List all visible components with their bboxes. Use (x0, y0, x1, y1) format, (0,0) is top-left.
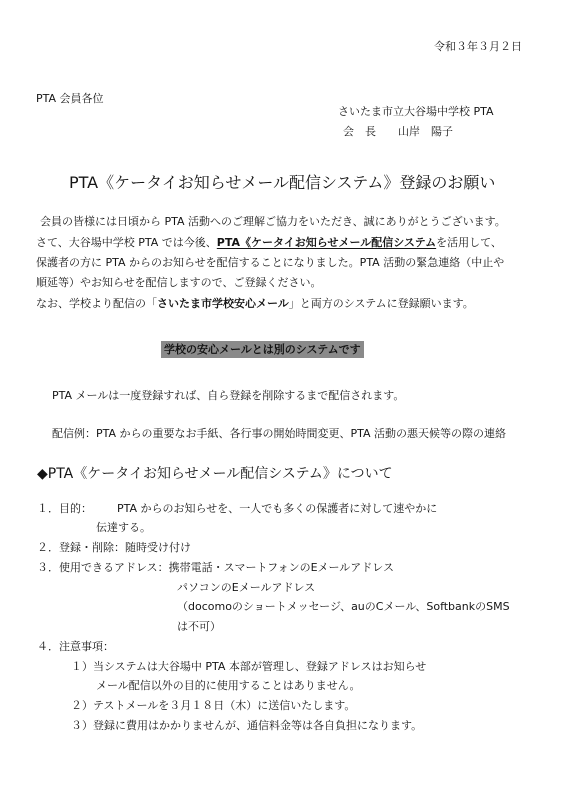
intro-line-1: 会員の皆様には日頃から PTA 活動へのご理解ご協力をいただき、誠にありがとうございます。 (40, 215, 506, 228)
section-title: ◆PTA《ケータイお知らせメール配信システム》について (37, 466, 393, 482)
intro-line-2 (36, 236, 502, 250)
school-safety-mail-name: さいたま市学校安心メール (157, 297, 289, 310)
excluded-services-note-1: （docomoのショートメッセージ、auのCメール、SoftbankのSMS (177, 600, 510, 613)
registration-deletion: ２．登録・削除：随時受け付け (37, 541, 191, 554)
document-date: 令和３年３月２日 (434, 40, 522, 53)
recipient: PTA 会員各位 (36, 92, 104, 105)
intro-line-5-end: 」と両方のシステムに登録願います。 (288, 297, 474, 310)
purpose-label: １．目的： (37, 502, 92, 515)
intro-line-3: 保護者の方に PTA からのお知らせを配信することになりました。PTA 活動の緊急連絡（中止や (36, 256, 505, 269)
excluded-services-note-2: は不可） (177, 620, 221, 633)
delivery-example: 配信例：PTA からの重要なお手紙、各行事の開始時間変更、PTA 活動の悪天候等の際の連絡 (52, 427, 507, 440)
intro-line-5-start: なお、学校より配信の「 (36, 297, 157, 310)
registration-note: PTA メールは一度登録すれば、自ら登録を削除するまで配信されます。 (52, 389, 405, 402)
intro-line-5 (36, 297, 474, 311)
usable-address-pc: パソコンのEメールアドレス (177, 581, 316, 594)
intro-line-2-start: さて、大谷場中学校 PTA では今後、 (36, 236, 217, 249)
intro-line-4: 順延等）やお知らせを配信しますので、ご登録ください。 (36, 276, 322, 289)
separate-system-banner: 学校の安心メールとは別のシステムです (161, 341, 364, 358)
sender-organization: さいたま市立大谷場中学校 PTA (338, 105, 494, 118)
purpose-text-2: 伝達する。 (96, 521, 151, 534)
caution-2: ２）テストメールを３月１８日（木）に送信いたします。 (71, 699, 356, 712)
caution-label: ４．注意事項： (37, 640, 114, 653)
document-title: PTA《ケータイお知らせメール配信システム》登録のお願い (69, 173, 496, 192)
system-name-underlined: PTA《ケータイお知らせメール配信システム (216, 236, 437, 249)
sender-name: 会 長 山岸 陽子 (343, 125, 453, 138)
intro-line-2-end: を活用して、 (436, 236, 502, 249)
usable-addresses: ３．使用できるアドレス：携帯電話・スマートフォンのEメールアドレス (37, 561, 394, 574)
purpose-text-1: PTA からのお知らせを、一人でも多くの保護者に対して速やかに (117, 502, 438, 515)
caution-1a: １）当システムは大谷場中 PTA 本部が管理し、登録アドレスはお知らせ (71, 660, 427, 673)
caution-1b: メール配信以外の目的に使用することはありません。 (96, 679, 361, 692)
caution-3: ３）登録に費用はかかりませんが、通信料金等は各自負担になります。 (71, 719, 423, 732)
